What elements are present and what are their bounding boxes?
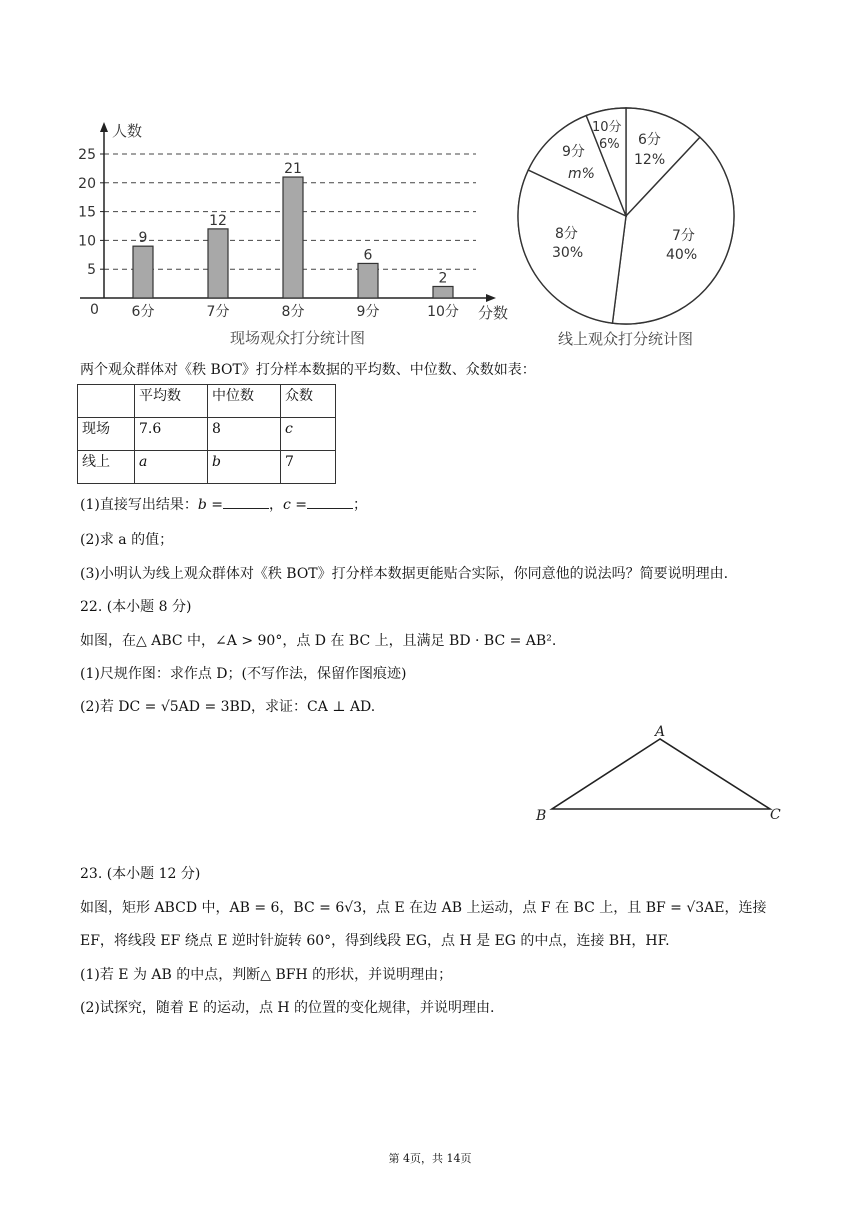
q21-b-label: b = [197, 497, 223, 513]
x-tick-label: 6分 [131, 304, 155, 320]
q21-part1-prefix: (1)直接写出结果： [80, 497, 198, 513]
stats-table [77, 384, 336, 484]
pie-label-6: 6分 [638, 132, 661, 148]
q23-part2: (2)试探究，随着 E 的运动，点 H 的位置的变化规律，并说明理由. [80, 1000, 495, 1016]
table-cell: 7 [281, 451, 336, 484]
answer-blank-c[interactable] [307, 495, 353, 509]
bar-value-label: 21 [284, 161, 302, 178]
bar-value-label: 6 [363, 247, 373, 264]
x-tick-label: 7分 [206, 304, 230, 320]
table-cell: 8 [208, 418, 281, 451]
q21-part2: (2)求 a 的值； [80, 532, 174, 548]
x-axis-label: 分数 [478, 304, 509, 322]
bar-chart-caption: 现场观众打分统计图 [230, 329, 366, 347]
table-cell: c [281, 418, 336, 451]
q22-header: 22. (本小题 8 分) [80, 599, 192, 615]
pie-pct-6: 12% [634, 152, 666, 168]
y-tick-label: 5 [87, 262, 96, 279]
vertex-label-b: B [536, 808, 547, 824]
table-cell: 现场 [78, 418, 135, 451]
origin-label: 0 [90, 302, 99, 318]
q22-stem: 如图，在△ ABC 中，∠A > 90°，点 D 在 BC 上，且满足 BD · BC = AB². [80, 633, 557, 649]
table-row [78, 418, 336, 451]
bar-value-label: 9 [138, 230, 148, 247]
q21-end: ； [353, 497, 368, 513]
table-cell: a [135, 451, 208, 484]
pie-chart [510, 104, 755, 352]
q21-sep: ， [269, 497, 283, 513]
pie-pct-10: 6% [599, 137, 620, 152]
pie-label-10: 10分 [592, 120, 622, 135]
bar [358, 263, 378, 298]
table-header-row [78, 385, 336, 418]
table-header-mean: 平均数 [135, 385, 208, 418]
q21-part3: (3)小明认为线上观众群体对《秩 BOT》打分样本数据更能贴合实际，你同意他的说法吗？简要说明理由. [80, 566, 729, 582]
pie-chart-caption: 线上观众打分统计图 [558, 330, 694, 348]
vertex-label-c: C [770, 807, 781, 823]
table-header-median: 中位数 [208, 385, 281, 418]
pie-pct-7: 40% [666, 247, 698, 263]
bar [208, 229, 228, 298]
q22-part1: (1)尺规作图：求作点 D；(不写作法，保留作图痕迹) [80, 666, 407, 682]
x-tick-label: 10分 [427, 304, 459, 320]
x-tick-label: 9分 [356, 304, 380, 320]
table-cell [78, 385, 135, 418]
pie-label-7: 7分 [672, 228, 695, 244]
triangle-figure [530, 722, 790, 830]
q23-header: 23. (本小题 12 分) [80, 866, 201, 882]
x-tick-label: 8分 [281, 304, 305, 320]
bar-value-label: 2 [438, 270, 448, 287]
q21-part1 [80, 495, 367, 515]
bar [283, 177, 303, 298]
triangle-abc [552, 739, 770, 809]
q21-c-label: c = [283, 497, 308, 513]
table-cell: 7.6 [135, 418, 208, 451]
vertex-label-a: A [655, 724, 666, 740]
page-footer: 第 4页，共 14页 [388, 1152, 472, 1165]
q22-part2: (2)若 DC = √5AD = 3BD，求证：CA ⊥ AD. [80, 699, 376, 715]
bar-chart [60, 112, 520, 352]
y-tick-label: 10 [78, 233, 96, 250]
q23-stem-line2: EF，将线段 EF 绕点 E 逆时针旋转 60°，得到线段 EG，点 H 是 EG 的中点，连接 BH，HF. [80, 933, 670, 949]
pie-pct-9: m% [568, 166, 595, 182]
bar [133, 246, 153, 298]
q23-part1: (1)若 E 为 AB 的中点，判断△ BFH 的形状，并说明理由； [80, 967, 453, 983]
table-cell: 线上 [78, 451, 135, 484]
y-axis-label: 人数 [112, 122, 143, 140]
bar [433, 286, 453, 298]
pie-pct-8: 30% [552, 245, 584, 261]
table-header-mode: 众数 [281, 385, 336, 418]
answer-blank-b[interactable] [223, 495, 269, 509]
y-tick-label: 15 [78, 204, 96, 221]
q23-stem-line1: 如图，矩形 ABCD 中，AB = 6，BC = 6√3，点 E 在边 AB 上运动，点 F 在 BC 上，且 BF = √3AE，连接 [80, 900, 767, 916]
y-tick-label: 20 [78, 175, 96, 192]
intro-line: 两个观众群体对《秩 BOT》打分样本数据的平均数、中位数、众数如表： [80, 362, 536, 378]
bar-value-label: 12 [209, 212, 227, 229]
pie-label-8: 8分 [555, 226, 578, 242]
y-tick-label: 25 [78, 147, 96, 163]
table-cell: b [208, 451, 281, 484]
table-row [78, 451, 336, 484]
pie-label-9: 9分 [562, 144, 585, 160]
